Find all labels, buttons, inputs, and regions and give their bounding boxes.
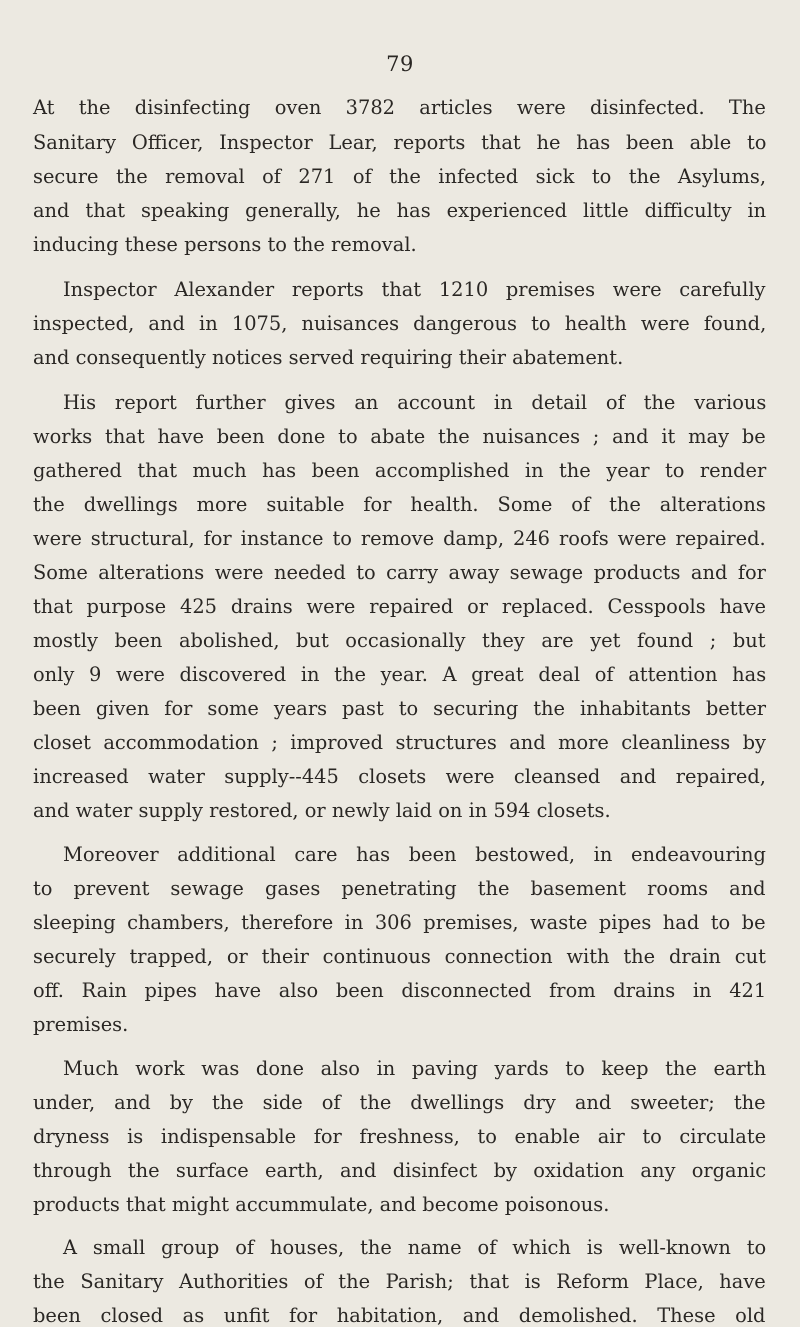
text-line: through the surface earth, and disinfect by oxidation any organic <box>33 1159 767 1182</box>
text-line: works that have been done to abate the nuisances ; and it may be <box>33 425 766 448</box>
text-line: His report further gives an account in detail of the various <box>63 391 767 414</box>
text-line: Inspector Alexander reports that 1210 premises were carefully <box>63 278 766 301</box>
text-line: been closed as unfit for habitation, and demolished. These old <box>33 1304 766 1327</box>
text-line: securely trapped, or their continuous connection with the drain cut <box>33 945 766 968</box>
text-line: products that might accummulate, and become poisonous. <box>33 1193 610 1216</box>
text-line: closet accommodation ; improved structures and more cleanliness by <box>33 731 766 754</box>
text-line: premises. <box>33 1013 129 1036</box>
text-line: that purpose 425 drains were repaired or replaced. Cesspools have <box>33 595 766 618</box>
text-line: Moreover additional care has been bestowed, in endeavouring <box>63 843 766 866</box>
text-line: dryness is indispensable for freshness, to enable air to circulate <box>33 1125 767 1148</box>
text-line: been given for some years past to securing the inhabitants better <box>33 697 767 720</box>
text-line: Sanitary Officer, Inspector Lear, reports that he has been able to <box>33 131 767 154</box>
text-line: under, and by the side of the dwellings dry and sweeter; the <box>33 1091 766 1114</box>
text-line: were structural, for instance to remove damp, 246 roofs were repaired. <box>33 527 766 550</box>
text-line: Some alterations were needed to carry away sewage products and for <box>33 561 766 584</box>
page-number: 79 <box>386 52 414 76</box>
text-line: gathered that much has been accomplished in the year to render <box>33 459 767 482</box>
text-line: off. Rain pipes have also been disconnected from drains in 421 <box>33 979 767 1002</box>
text-line: only 9 were discovered in the year. A great deal of attention has <box>33 663 767 686</box>
text-line: increased water supply--445 closets were cleansed and repaired, <box>33 765 766 788</box>
text-line: secure the removal of 271 of the infected sick to the Asylums, <box>33 165 767 188</box>
text-line: the Sanitary Authorities of the Parish; that is Reform Place, have <box>33 1270 766 1293</box>
text-line: and consequently notices served requiring their abatement. <box>33 346 624 369</box>
text-line: inducing these persons to the removal. <box>33 233 417 256</box>
text-line: At the disinfecting oven 3782 articles were disinfected. The <box>33 96 766 119</box>
text-line: mostly been abolished, but occasionally they are yet found ; but <box>33 629 766 652</box>
text-line: inspected, and in 1075, nuisances dangerous to health were found, <box>33 312 767 335</box>
text-line: to prevent sewage gases penetrating the basement rooms and <box>33 877 766 900</box>
text-line: and water supply restored, or newly laid on in 594 closets. <box>33 799 611 822</box>
text-line: the dwellings more suitable for health. Some of the alterations <box>33 493 766 516</box>
text-line: Much work was done also in paving yards to keep the earth <box>63 1057 767 1080</box>
text-line: A small group of houses, the name of which is well-known to <box>63 1236 767 1259</box>
text-line: sleeping chambers, therefore in 306 premises, waste pipes had to be <box>33 911 766 934</box>
text-line: and that speaking generally, he has experienced little difficulty in <box>33 199 767 222</box>
